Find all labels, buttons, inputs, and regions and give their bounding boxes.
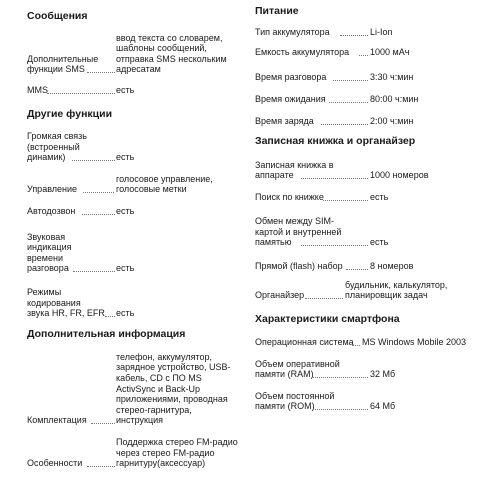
dot-leader (352, 345, 360, 346)
spec-value: ввод текста со словарем, шаблоны сообщений, отправка SMS нескольким адресатам (116, 32, 227, 75)
dot-leader (359, 55, 368, 56)
spec-value: есть (116, 206, 135, 217)
dot-leader (301, 178, 368, 179)
spec-label: Особенности (27, 458, 83, 469)
spec-row-rom (255, 388, 495, 412)
dot-leader (105, 316, 115, 317)
spec-value: есть (116, 308, 135, 319)
spec-row-battery-type (255, 26, 495, 38)
spec-value: есть (370, 237, 389, 248)
dot-leader (313, 409, 368, 410)
spec-row-sim-exchange (255, 213, 495, 248)
spec-label: Объем постоянной памяти (ROM) (255, 390, 335, 412)
spec-label: Автодозвон (27, 206, 76, 217)
spec-label: Время разговора (255, 72, 327, 83)
section-title-other-functions: Другие функции (27, 108, 113, 120)
dot-leader (333, 80, 368, 81)
spec-value: 80:00 ч:мин (370, 94, 419, 105)
spec-label: Поиск по книжке (255, 192, 324, 203)
spec-row-organizer (255, 279, 495, 301)
dot-leader (83, 192, 114, 193)
spec-value: голосовое управление, голосовые метки (116, 173, 213, 195)
spec-label: Комплектация (27, 415, 87, 426)
spec-row-ram (255, 356, 495, 380)
spec-value: 1000 мАч (370, 47, 410, 58)
dot-leader (323, 200, 368, 201)
spec-label: Управление (27, 184, 78, 195)
spec-row-speakerphone (27, 128, 242, 163)
spec-value: Li-Ion (370, 27, 393, 38)
spec-label: Звуковая индикация времени разговора (27, 231, 72, 274)
spec-label: Тип аккумулятора (255, 27, 330, 38)
section-title-phonebook-organizer: Записная книжка и органайзер (255, 135, 416, 147)
spec-value: 8 номеров (370, 261, 414, 272)
dot-leader (91, 423, 115, 424)
dot-leader (340, 35, 368, 36)
spec-label: Громкая связь (встроенный динамик) (27, 131, 87, 163)
spec-label: Органайзер (255, 290, 305, 301)
spec-label: Записная книжка в аппарате (255, 159, 334, 181)
spec-label: Режимы кодирования звука HR, FR, EFR (27, 287, 105, 319)
dot-leader (321, 124, 368, 125)
spec-value: есть (116, 85, 135, 96)
spec-label: MMS (27, 85, 48, 96)
dot-leader (47, 93, 115, 94)
dot-leader (346, 269, 368, 270)
spec-label: Прямой (flash) набор (255, 261, 343, 272)
spec-row-features (27, 434, 242, 469)
spec-value: 32 Мб (370, 369, 396, 380)
spec-row-package-contents (27, 349, 242, 426)
spec-value: есть (116, 263, 135, 274)
spec-row-phonebook-search (255, 191, 495, 203)
spec-row-talk-time (255, 71, 495, 83)
spec-value: есть (116, 152, 135, 163)
section-title-power: Питание (255, 5, 299, 17)
spec-value: MS Windows Mobile 2003 (362, 337, 467, 348)
spec-row-phonebook-capacity (255, 157, 495, 181)
dot-leader (87, 72, 115, 73)
section-title-messages: Сообщения (27, 10, 88, 22)
dot-leader (73, 271, 115, 272)
spec-row-charge-time (255, 115, 495, 127)
dot-leader (305, 298, 343, 299)
spec-row-operating-system (255, 336, 495, 348)
spec-value: 3:30 ч:мин (370, 72, 414, 83)
section-title-smartphone-specs: Характеристики смартфона (255, 313, 400, 325)
spec-value: 1000 номеров (370, 170, 429, 181)
spec-row-call-time-indication (27, 227, 242, 274)
spec-value: Поддержка стерео FM-радио через стерео FM-радио гарнитуру(аксессуар) (116, 437, 238, 469)
spec-row-sms-functions (27, 28, 242, 75)
spec-row-audio-codecs (27, 284, 242, 319)
spec-value: 2:00 ч:мин (370, 116, 414, 127)
spec-value: 64 Мб (370, 401, 396, 412)
spec-value: есть (370, 192, 389, 203)
dot-leader (72, 160, 115, 161)
spec-label: Объем оперативной памяти (RAM) (255, 358, 340, 380)
spec-label: Время заряда (255, 116, 314, 127)
spec-label: Время ожидания (255, 94, 326, 105)
dot-leader (301, 245, 368, 246)
spec-value: телефон, аккумулятор, зарядное устройство, USB- кабель, CD с ПО MS ActivSync и Back-Up приложениями, проводная стерео-гарнитура, инструкция (116, 351, 231, 426)
spec-row-flash-dial (255, 260, 495, 272)
spec-row-autoredial (27, 205, 242, 217)
dot-leader (329, 102, 368, 103)
dot-leader (87, 466, 115, 467)
spec-label: Емкость аккумулятора (255, 47, 350, 58)
spec-label: Дополнительные функции SMS (27, 53, 99, 75)
spec-label: Операционная система (255, 337, 354, 348)
spec-row-standby-time (255, 93, 495, 105)
dot-leader (82, 214, 115, 215)
spec-row-battery-capacity (255, 46, 495, 58)
spec-row-control (27, 173, 242, 195)
dot-leader (313, 377, 368, 378)
spec-value: будильник, калькулятор, планировщик задач (345, 279, 448, 301)
section-title-additional-info: Дополнительная информация (27, 328, 186, 340)
spec-label: Обмен между SIM- картой и внутренней памятью (255, 216, 342, 248)
spec-row-mms (27, 84, 242, 96)
